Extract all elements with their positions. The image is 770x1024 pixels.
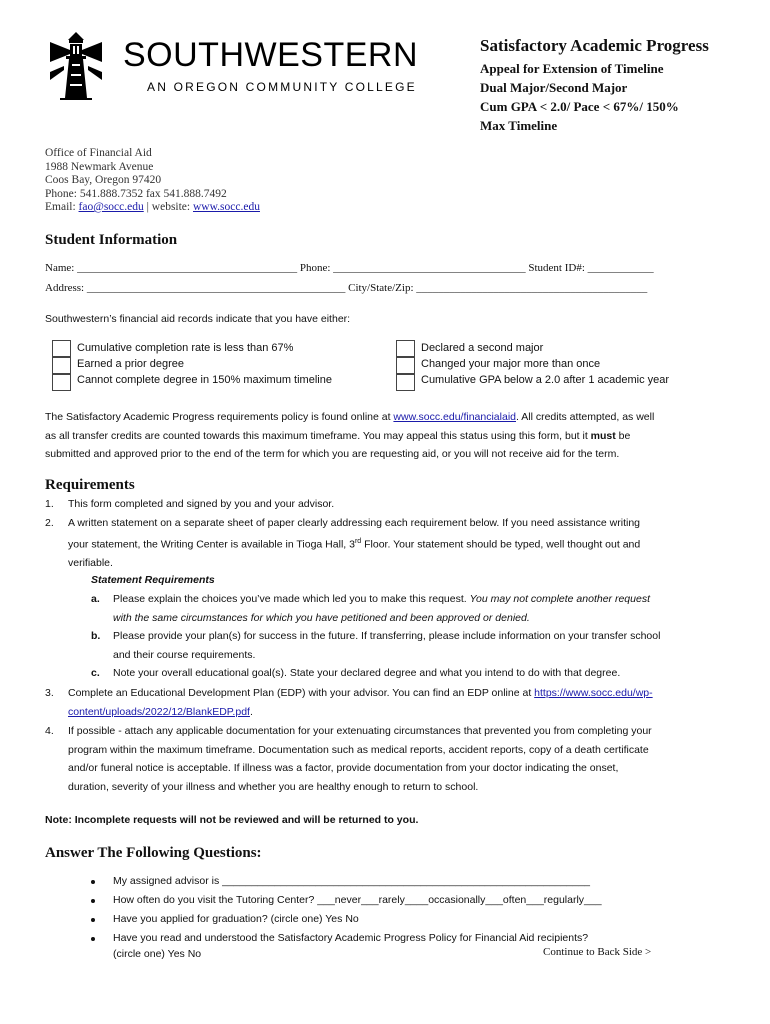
checkbox-changed-major[interactable] (396, 357, 415, 374)
requirement-item: This form completed and signed by you and your advisor. (68, 498, 335, 510)
records-intro: Southwestern’s financial aid records indicate that you have either: (45, 313, 351, 325)
subtitle-line: Max Timeline (480, 118, 558, 133)
sub-list-letter: b. (91, 630, 101, 642)
checkbox-gpa-below[interactable] (396, 374, 415, 391)
incomplete-note: Note: Incomplete requests will not be reviewed and will be returned to you. (45, 814, 419, 826)
edp-link[interactable]: content/uploads/2022/12/BlankEDP.pdf (68, 705, 250, 718)
question-sap-policy[interactable]: Have you read and understood the Satisfactory Academic Progress Policy for Financial Aid recipients? (circle one) Yes No (113, 932, 589, 960)
sub-list-letter: c. (91, 667, 100, 679)
requirements-heading: Requirements (45, 477, 135, 493)
financialaid-link[interactable]: www.socc.edu/financialaid (393, 411, 516, 423)
student-info-heading: Student Information (45, 232, 178, 248)
continue-note: Continue to Back Side > (543, 946, 652, 958)
bullet-icon (91, 937, 95, 941)
question-tutoring[interactable]: How often do you visit the Tutoring Center? ___never___rarely____occasionally___often___regularly___ (113, 894, 602, 906)
checkbox-label: Cumulative GPA below a 2.0 after 1 academic year (421, 374, 670, 386)
subtitle-line: Cum GPA < 2.0/ Pace < 67%/ 150% (480, 99, 679, 114)
subtitle-line: Dual Major/Second Major (480, 80, 628, 95)
list-number: 4. (45, 725, 54, 737)
statement-requirements-heading: Statement Requirements (91, 574, 215, 586)
requirement-item: If possible - attach any applicable documentation for your extenuating circumstances that prevented you from completing your program within the maximum timeframe. Documentation such as medical reports, accident reports, copy of a death certificate and/or funeral notice is acceptable. If illness was a factor, provide documentation from your doctor indicating the onset, duration, severity of your illness and whether you are healthy enough to return to school. (68, 725, 652, 793)
checkbox-label: Changed your major more than once (421, 358, 601, 370)
checkbox-label: Cumulative completion rate is less than 67% (77, 342, 294, 354)
subtitle-line: Appeal for Extension of Timeline (480, 61, 664, 76)
requirement-item: A written statement on a separate sheet of paper clearly addressing each requirement below. If you need assistance writing your statement, the Writing Center is available in Tioga Hall, 3rd Floor. Your statement should be typed, well thought out and verifiable. (68, 517, 641, 569)
checkbox-second-major[interactable] (396, 340, 415, 357)
email-link[interactable]: fao@socc.edu (78, 201, 144, 213)
lighthouse-logo-icon (50, 32, 102, 100)
office-contact-block (45, 147, 260, 215)
office-address-line: 1988 Newmark Avenue (45, 160, 154, 173)
statement-item: Please provide your plan(s) for success in the future. If transferring, please include information on your transfer school and their course requirements. (113, 630, 661, 661)
logo-wordmark: SOUTHWESTERN (123, 36, 418, 74)
bullet-icon (91, 918, 95, 922)
office-address-line: Coos Bay, Oregon 97420 (45, 174, 162, 186)
statement-item: Note your overall educational goal(s). State your declared degree and what you intend to do with that degree. (113, 667, 621, 679)
office-phone: Phone: 541.888.7352 fax 541.888.7492 (45, 187, 227, 200)
checkbox-label: Declared a second major (421, 342, 544, 354)
bullet-icon (91, 880, 95, 884)
list-number: 3. (45, 687, 54, 699)
checkbox-completion-rate[interactable] (52, 340, 71, 357)
document-title: Satisfactory Academic Progress (480, 36, 709, 55)
questions-heading: Answer The Following Questions: (45, 845, 262, 861)
policy-paragraph: The Satisfactory Academic Progress requirements policy is found online at www.socc.edu/financialaid. All credits attempted, as well as all transfer credits are counted towards this maximum timeframe. You may appeal this status using this form, but it must be submitted and approved prior to the end of the term for which you are requesting aid, or you will not receive aid for the term. (45, 411, 655, 461)
website-link[interactable]: www.socc.edu (193, 201, 260, 213)
sub-list-letter: a. (91, 593, 100, 605)
question-advisor[interactable]: My assigned advisor is _______________________________________________________________ (113, 875, 591, 887)
office-name: Office of Financial Aid (45, 147, 152, 159)
office-email-line: Email: fao@socc.edu | website: www.socc.edu (45, 201, 260, 213)
name-phone-id-fields[interactable]: Name: ________________________________________ Phone: ___________________________________ Student ID#: ____________ (45, 262, 654, 274)
logo-tagline: AN OREGON COMMUNITY COLLEGE (147, 80, 417, 94)
statement-item: Please explain the choices you’ve made which led you to make this request. You may not complete another request with the same circumstances for which you have petitioned and been approved or denied. (113, 593, 650, 624)
checkbox-label: Cannot complete degree in 150% maximum timeline (77, 374, 332, 386)
requirement-item: Complete an Educational Development Plan (EDP) with your advisor. You can find an EDP online at https://www.socc.edu/wp- content/uploads/2022/12/BlankEDP.pdf. (68, 687, 653, 718)
checkbox-150-timeline[interactable] (52, 374, 71, 391)
list-number: 1. (45, 498, 54, 510)
bullet-icon (91, 899, 95, 903)
question-graduation[interactable]: Have you applied for graduation? (circle one) Yes No (113, 913, 359, 925)
list-number: 2. (45, 517, 54, 529)
address-fields[interactable]: Address: _______________________________________________ City/State/Zip: __________________________________________ (45, 282, 648, 294)
checkbox-prior-degree[interactable] (52, 357, 71, 374)
checkbox-label: Earned a prior degree (77, 358, 185, 370)
edp-link[interactable]: https://www.socc.edu/wp- (534, 687, 653, 699)
